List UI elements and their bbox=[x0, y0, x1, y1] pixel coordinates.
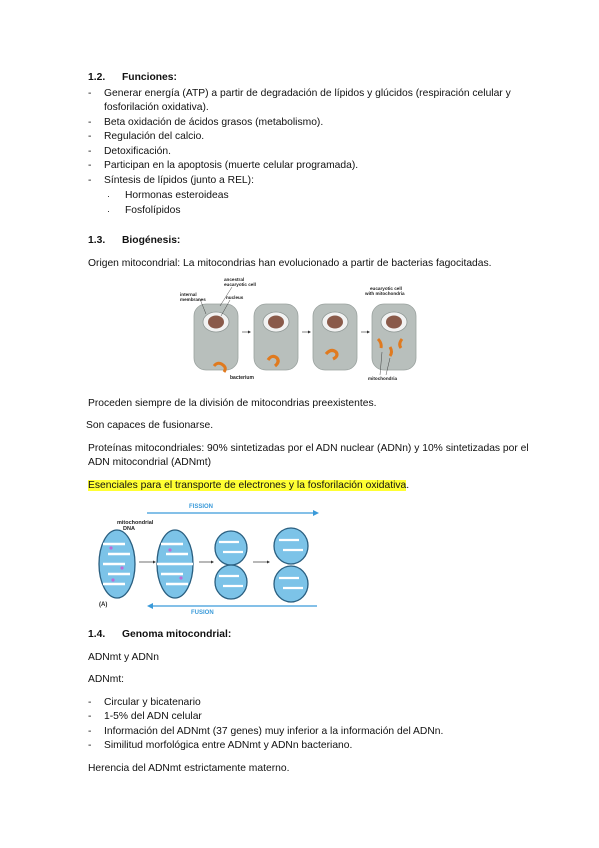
sub-list-item: Hormonas esteroideas bbox=[125, 190, 229, 201]
list-item: Síntesis de lípidos (junto a REL): bbox=[104, 175, 254, 186]
section-heading-1-3 bbox=[88, 235, 180, 246]
sub-bullet: · bbox=[107, 206, 110, 216]
list-item-continuation: fosforilación oxidativa). bbox=[104, 102, 209, 113]
fission-label: FISSION bbox=[189, 504, 214, 510]
internal-membranes-line2: membranes bbox=[180, 297, 206, 302]
bullet-dash: - bbox=[88, 175, 92, 186]
paragraph-adnmt: ADNmt: bbox=[88, 674, 125, 685]
paragraph-proteinas-line1: Proteínas mitocondriales: 90% sintetizadas por el ADN nuclear (ADNn) y 10% sintetizadas por el bbox=[88, 443, 529, 454]
list-item: Detoxificación. bbox=[104, 146, 171, 157]
bullet-dash: - bbox=[88, 697, 92, 708]
bullet-dash: - bbox=[88, 131, 92, 142]
bullet-dash: - bbox=[88, 726, 92, 737]
list-item: 1-5% del ADN celular bbox=[104, 711, 202, 722]
mitochondrion-2 bbox=[157, 530, 193, 598]
mitochondrion-3a bbox=[215, 531, 247, 565]
mitochondrion-1 bbox=[99, 530, 135, 598]
paragraph-origen: Origen mitocondrial: La mitocondrias han evolucionado a partir de bacterias fagocitadas. bbox=[88, 258, 492, 269]
eucaryotic-label-line2: with mitochondria bbox=[365, 291, 405, 296]
endosymbiosis-figure bbox=[180, 276, 420, 388]
bullet-dash: - bbox=[88, 711, 92, 722]
bullet-dash: - bbox=[88, 88, 92, 99]
mito-dna-label-line1: mitochondrial bbox=[117, 520, 154, 526]
sub-bullet: · bbox=[107, 191, 110, 201]
list-item: Participan en la apoptosis (muerte celular programada). bbox=[104, 160, 359, 171]
sub-list-item: Fosfolípidos bbox=[125, 205, 181, 216]
list-item: Regulación del calcio. bbox=[104, 131, 205, 142]
cell-stage-2 bbox=[254, 304, 298, 370]
paragraph-proceden: Proceden siempre de la división de mitocondrias preexistentes. bbox=[88, 398, 377, 409]
bullet-dash: - bbox=[88, 146, 92, 157]
paragraph-fusionarse: Son capaces de fusionarse. bbox=[86, 420, 214, 431]
section-number: 1.2. bbox=[88, 72, 106, 83]
bullet-dash: - bbox=[88, 117, 92, 128]
cell-stage-1 bbox=[194, 304, 238, 370]
highlighted-text: Esenciales para el transporte de electrones y la fosforilación oxidativa bbox=[88, 480, 407, 491]
highlight-period: . bbox=[406, 480, 410, 491]
cell-stage-3 bbox=[313, 304, 357, 370]
bullet-dash: - bbox=[88, 160, 92, 171]
ancestral-label-line2: eucaryotic cell bbox=[224, 282, 256, 287]
section-number: 1.3. bbox=[88, 235, 106, 246]
mitochondrion-4b bbox=[274, 566, 308, 602]
section-number: 1.4. bbox=[88, 629, 106, 640]
ancestral-label-line1: ancestral bbox=[224, 277, 245, 282]
fission-fusion-figure bbox=[95, 498, 325, 615]
panel-label: (A) bbox=[99, 602, 108, 608]
bullet-dash: - bbox=[88, 740, 92, 751]
mitochondrion-3b bbox=[215, 565, 247, 599]
section-heading-1-2 bbox=[88, 72, 177, 83]
eucaryotic-label-line1: eucaryotic cell bbox=[370, 286, 402, 291]
fusion-label: FUSION bbox=[191, 610, 214, 615]
list-item: Beta oxidación de ácidos grasos (metabolismo). bbox=[104, 117, 324, 128]
mito-dna-label-line2: DNA bbox=[123, 526, 135, 532]
internal-membranes-line1: internal bbox=[180, 292, 197, 297]
bacterium-label: bacterium bbox=[230, 375, 254, 381]
cell-stage-4 bbox=[372, 304, 416, 370]
list-item: Similitud morfológica entre ADNmt y ADNn bacteriano. bbox=[104, 740, 353, 751]
section-title: Funciones: bbox=[122, 72, 177, 83]
nucleus-label: nucleus bbox=[226, 295, 244, 300]
section-title: Biogénesis: bbox=[122, 235, 181, 246]
list-item: Generar energía (ATP) a partir de degradación de lípidos y glúcidos (respiración celular y bbox=[104, 88, 511, 99]
mitochondria-label: mitochondria bbox=[368, 376, 398, 381]
paragraph-proteinas-line2: ADN mitocondrial (ADNmt) bbox=[88, 457, 212, 468]
list-item: Información del ADNmt (37 genes) muy inferior a la información del ADNn. bbox=[104, 726, 444, 737]
list-item: Circular y bicatenario bbox=[104, 697, 201, 708]
mitochondrion-4a bbox=[274, 528, 308, 564]
highlighted-paragraph bbox=[88, 480, 409, 491]
paragraph-herencia: Herencia del ADNmt estrictamente materno. bbox=[88, 763, 290, 774]
section-title: Genoma mitocondrial: bbox=[122, 629, 232, 640]
paragraph-adnmt-adnn: ADNmt y ADNn bbox=[88, 652, 159, 663]
section-heading-1-4 bbox=[88, 629, 231, 640]
